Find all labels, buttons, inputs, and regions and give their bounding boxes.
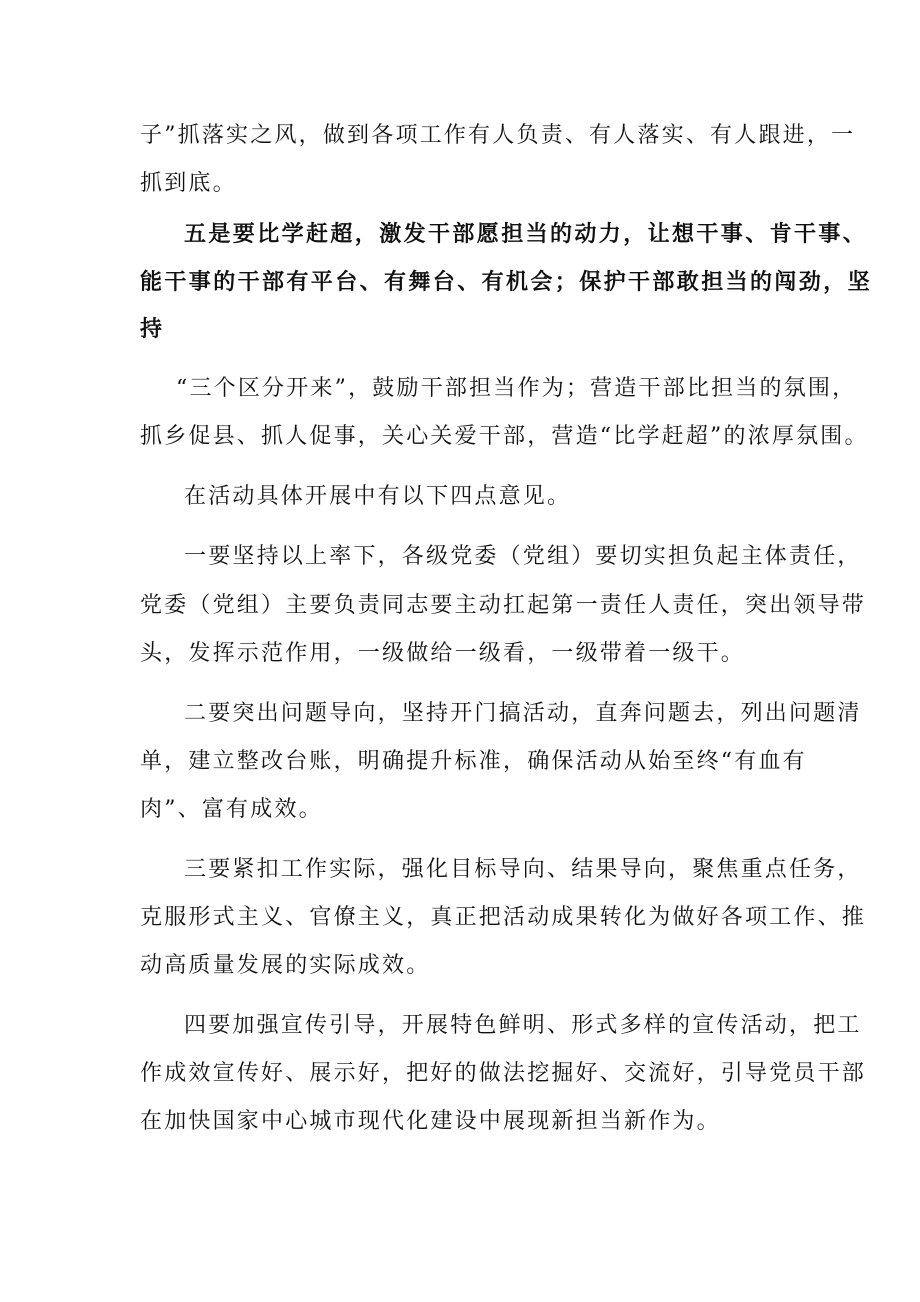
paragraph-5-line-2: 党委（党组）主要负责同志要主动扛起第一责任人责任，突出领导带 (140, 593, 867, 618)
paragraph-5-line-1: 一要坚持以上率下，各级党委（党组）要切实担负起主体责任， (184, 544, 862, 569)
paragraph-8-line-1: 四要加强宣传引导，开展特色鲜明、形式多样的宣传活动，把工 (184, 1013, 862, 1038)
paragraph-2-line-2: 能干事的干部有平台、有舞台、有机会；保护干部敢担当的闯劲，坚 (140, 269, 873, 295)
paragraph-5-line-3: 头，发挥示范作用，一级做给一级看，一级带着一级干。 (140, 641, 746, 666)
paragraph-4-line-1: 在活动具体开展中有以下四点意见。 (184, 484, 572, 509)
paragraph-7-line-2: 克服形式主义、官僚主义，真正把活动成果转化为做好各项工作、推 (140, 905, 867, 930)
paragraph-8-line-2: 作成效宣传好、展示好，把好的做法挖掘好、交流好，引导党员干部 (140, 1061, 867, 1086)
paragraph-6-line-2: 单，建立整改台账，明确提升标准，确保活动从始至终“有血有 (140, 749, 807, 774)
paragraph-6-line-1: 二要突出问题导向，坚持开门搞活动，直奔问题去，列出问题清 (184, 701, 862, 726)
paragraph-6-line-3: 肉”、富有成效。 (140, 797, 323, 822)
paragraph-8-line-3: 在加快国家中心城市现代化建设中展现新担当新作为。 (140, 1109, 721, 1134)
paragraph-7-line-1: 三要紧扣工作实际，强化目标导向、结果导向，聚焦重点任务， (184, 857, 862, 882)
paragraph-7-line-3: 动高质量发展的实际成效。 (140, 953, 431, 978)
paragraph-1-line-2: 抓到底。 (140, 171, 237, 196)
paragraph-3-line-2: 抓乡促县、抓人促事，关心关爱干部，营造“比学赶超”的浓厚氛围。 (140, 424, 869, 449)
paragraph-1-line-1: 子”抓落实之风，做到各项工作有人负责、有人落实、有人跟进，一 (140, 123, 856, 148)
paragraph-2-line-1: 五是要比学赶超，激发干部愿担当的动力，让想干事、肯干事、 (184, 221, 868, 247)
paragraph-3-line-1: “三个区分开来”，鼓励干部担当作为；营造干部比担当的氛围， (176, 376, 857, 401)
paragraph-2-line-3: 持 (140, 316, 165, 342)
